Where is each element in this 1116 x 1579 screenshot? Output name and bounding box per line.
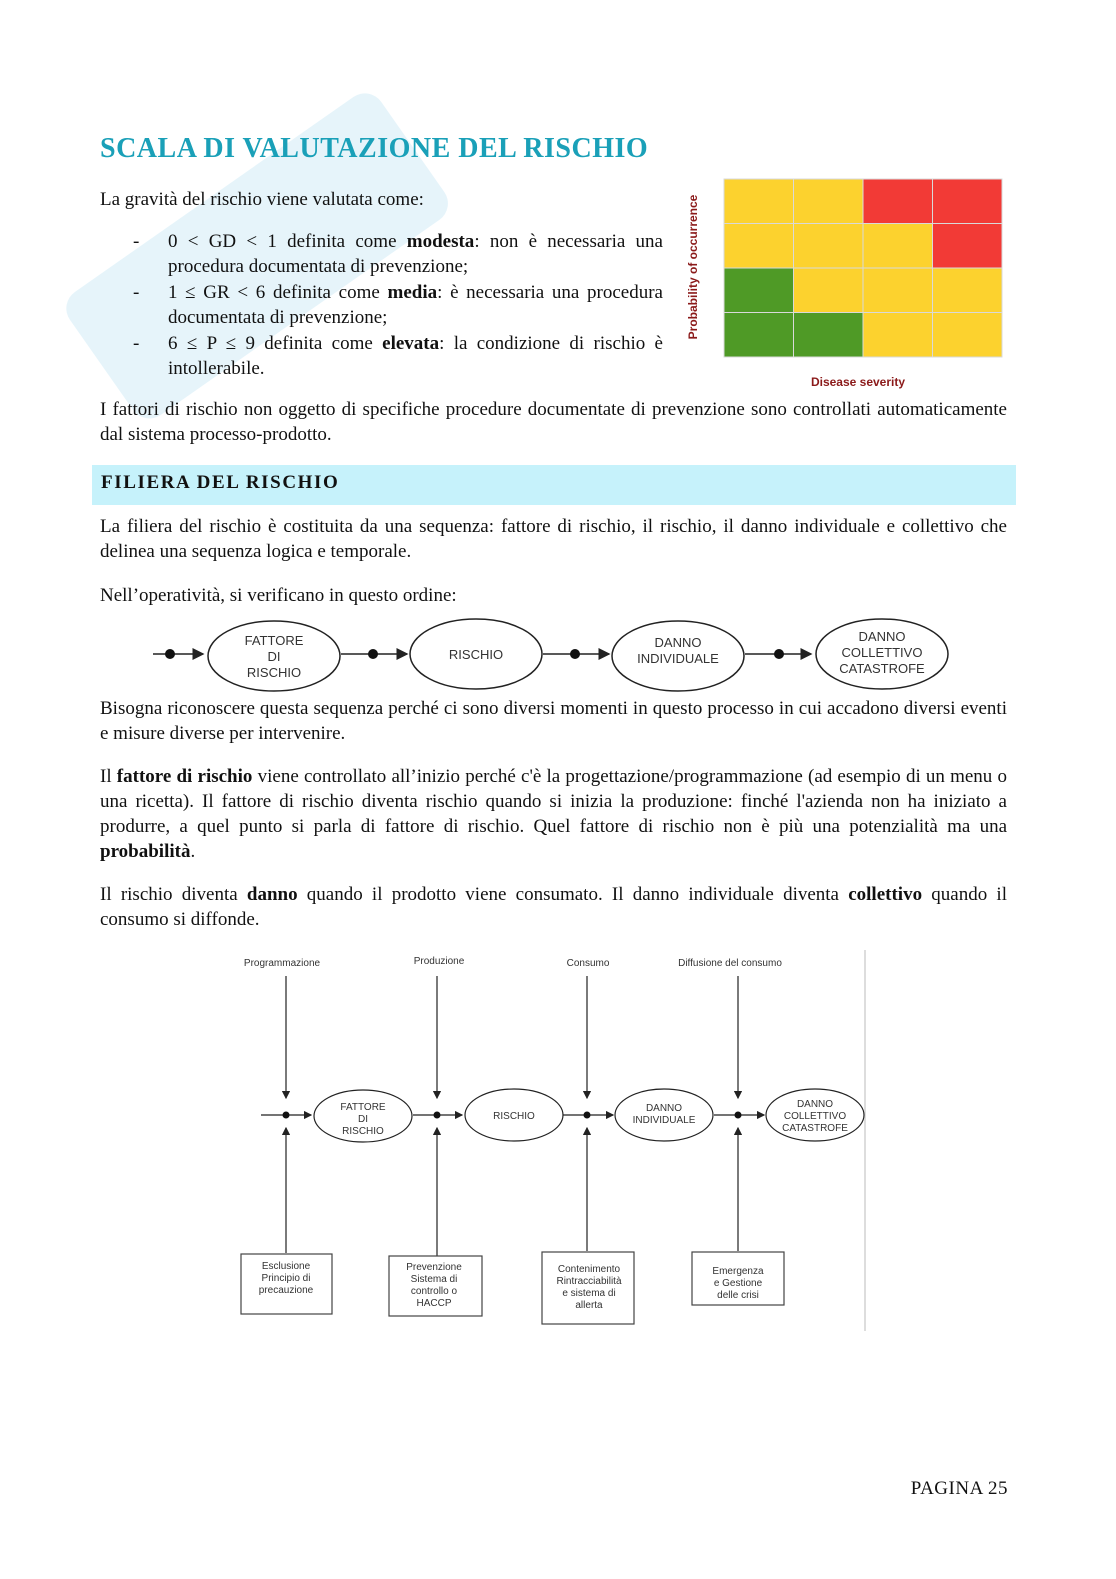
matrix-cell-green — [724, 268, 794, 313]
text-run: . — [190, 841, 196, 862]
node-label: CATASTROFE — [839, 661, 925, 676]
node-label: RISCHIO — [246, 665, 302, 680]
node-label: DANNO — [654, 635, 702, 650]
severity-list — [0, 229, 700, 389]
bullet-pre: 6 ≤ P ≤ 9 definita come — [168, 333, 383, 354]
measure-label: Emergenza — [712, 1266, 764, 1277]
section-heading-filiera: FILIERA DEL RISCHIO — [101, 472, 340, 493]
phase-label: Diffusione del consumo — [678, 958, 782, 969]
risk-matrix — [680, 175, 1010, 395]
node-label: INDIVIDUALE — [632, 1115, 696, 1126]
node-label: DI — [267, 649, 281, 664]
measure-label: Rintracciabilità — [556, 1276, 622, 1287]
phase-label: Consumo — [566, 958, 610, 969]
matrix-cell-yellow — [724, 179, 794, 224]
bullet-post: : è necessaria una procedura documentata di prevenzione; — [168, 282, 663, 328]
matrix-cell-yellow — [794, 224, 864, 269]
danno-paragraph — [100, 882, 1007, 932]
phase-label: Programmazione — [243, 958, 321, 969]
measure-label: Contenimento — [557, 1264, 621, 1275]
matrix-cell-red — [863, 179, 933, 224]
matrix-cell-red — [933, 224, 1003, 269]
flow-dot — [283, 1112, 290, 1119]
text-run: Il — [100, 766, 117, 787]
matrix-cell-yellow — [933, 268, 1003, 313]
bullet-dash: - — [133, 282, 140, 303]
text-run: viene controllato all’inizio perché c'è la progettazione/programmazione (ad esempio di un menu o una ricetta). Il fattore di rischio diventa rischio quando si inizia la produzione: finché l'azienda non ha iniziato a produrre, a quel punto si parla di fattore di rischio. Quel fattore di rischio non è più una potenzialità ma una — [100, 766, 1007, 837]
phase-label: Produzione — [413, 956, 465, 967]
fattore-paragraph — [100, 764, 1007, 864]
node-label: COLLETTIVO — [783, 1111, 847, 1122]
bullet-bold: media — [387, 282, 438, 303]
measure-label: Esclusione — [261, 1261, 311, 1272]
node-label: FATTORE — [340, 1102, 386, 1113]
bold-run: collettivo — [848, 884, 923, 905]
node-label: DANNO — [645, 1103, 683, 1114]
flow-dot — [735, 1112, 742, 1119]
measure-label: allerta — [575, 1300, 603, 1311]
bullet-post: : la condizione di rischio è intollerabile. — [168, 333, 663, 379]
matrix-cell-yellow — [794, 179, 864, 224]
measure-label: Sistema di — [410, 1274, 458, 1285]
matrix-cell-red — [933, 179, 1003, 224]
matrix-xlabel: Disease severity — [810, 375, 906, 389]
bold-run: probabilità — [100, 841, 191, 862]
measure-label: HACCP — [416, 1298, 452, 1309]
measure-label: precauzione — [258, 1285, 314, 1296]
matrix-ylabel: Probability of occurrence — [686, 194, 700, 340]
chain-dot — [570, 649, 580, 659]
filiera-paragraph: La filiera del rischio è costituita da una sequenza: fattore di rischio, il rischio, il danno individuale e collettivo che delinea una sequenza logica e temporale. — [100, 516, 1007, 562]
matrix-cell-yellow — [794, 268, 864, 313]
intro-text: La gravità del rischio viene valutata come: — [100, 189, 424, 210]
flow-dot — [434, 1112, 441, 1119]
chain-dot — [774, 649, 784, 659]
measure-label: delle crisi — [717, 1290, 759, 1301]
bullet-bold: modesta — [406, 231, 475, 252]
operativita-paragraph: Nell’operatività, si verificano in questo ordine: — [100, 585, 457, 606]
matrix-cell-yellow — [863, 224, 933, 269]
measure-label: e sistema di — [562, 1288, 616, 1299]
node-label: INDIVIDUALE — [637, 651, 719, 666]
matrix-cell-green — [724, 313, 794, 358]
text-run: Il rischio diventa — [100, 884, 247, 905]
matrix-cell-yellow — [933, 313, 1003, 358]
fattori-paragraph: I fattori di rischio non oggetto di specifiche procedure documentate di prevenzione sono controllati automaticamente dal sistema processo-prodotto. — [100, 399, 1007, 445]
node-label: RISCHIO — [493, 1111, 535, 1122]
matrix-cell-yellow — [863, 313, 933, 358]
text-run: quando il prodotto viene consumato. Il danno individuale diventa — [297, 884, 849, 905]
node-label: RISCHIO — [342, 1126, 384, 1137]
node-label: FATTORE — [244, 633, 304, 648]
node-label: DANNO — [858, 629, 906, 644]
bold-run: fattore di rischio — [116, 766, 253, 787]
chain-dot — [368, 649, 378, 659]
page-number: PAGINA 25 — [910, 1478, 1008, 1499]
bullet-text — [168, 331, 663, 381]
bullet-pre: 1 ≤ GR < 6 definita come — [168, 282, 388, 303]
matrix-cell-yellow — [863, 268, 933, 313]
node-label: DANNO — [796, 1099, 834, 1110]
bullet-pre: 0 < GD < 1 definita come — [168, 231, 407, 252]
text-run: quando il consumo si diffonde. — [100, 884, 1007, 930]
measure-label: Principio di — [261, 1273, 311, 1284]
measure-label: controllo o — [410, 1286, 458, 1297]
node-label: CATASTROFE — [782, 1123, 848, 1134]
risk-flow-diagram — [225, 948, 870, 1333]
bullet-dash: - — [133, 333, 140, 354]
chain-dot — [165, 649, 175, 659]
bullet-text — [168, 229, 663, 279]
flow-dot — [584, 1112, 591, 1119]
bullet-post: : non è necessaria una procedura documentata di prevenzione; — [168, 231, 663, 277]
riconoscere-paragraph: Bisogna riconoscere questa sequenza perché ci sono diversi momenti in questo processo in cui accadono diversi eventi e misure diverse per intervenire. — [100, 698, 1007, 744]
node-label: COLLETTIVO — [841, 645, 923, 660]
measure-label: Prevenzione — [406, 1262, 462, 1273]
node-label: RISCHIO — [448, 647, 504, 662]
measure-label: e Gestione — [713, 1278, 763, 1289]
node-label: DI — [358, 1114, 368, 1125]
risk-chain-diagram — [145, 612, 965, 698]
bullet-text — [168, 280, 663, 330]
bullet-dash: - — [133, 231, 140, 252]
page-title: SCALA DI VALUTAZIONE DEL RISCHIO — [100, 133, 649, 164]
bullet-bold: elevata — [382, 333, 440, 354]
bold-run: danno — [246, 884, 298, 905]
matrix-cell-yellow — [724, 224, 794, 269]
matrix-cell-green — [794, 313, 864, 358]
